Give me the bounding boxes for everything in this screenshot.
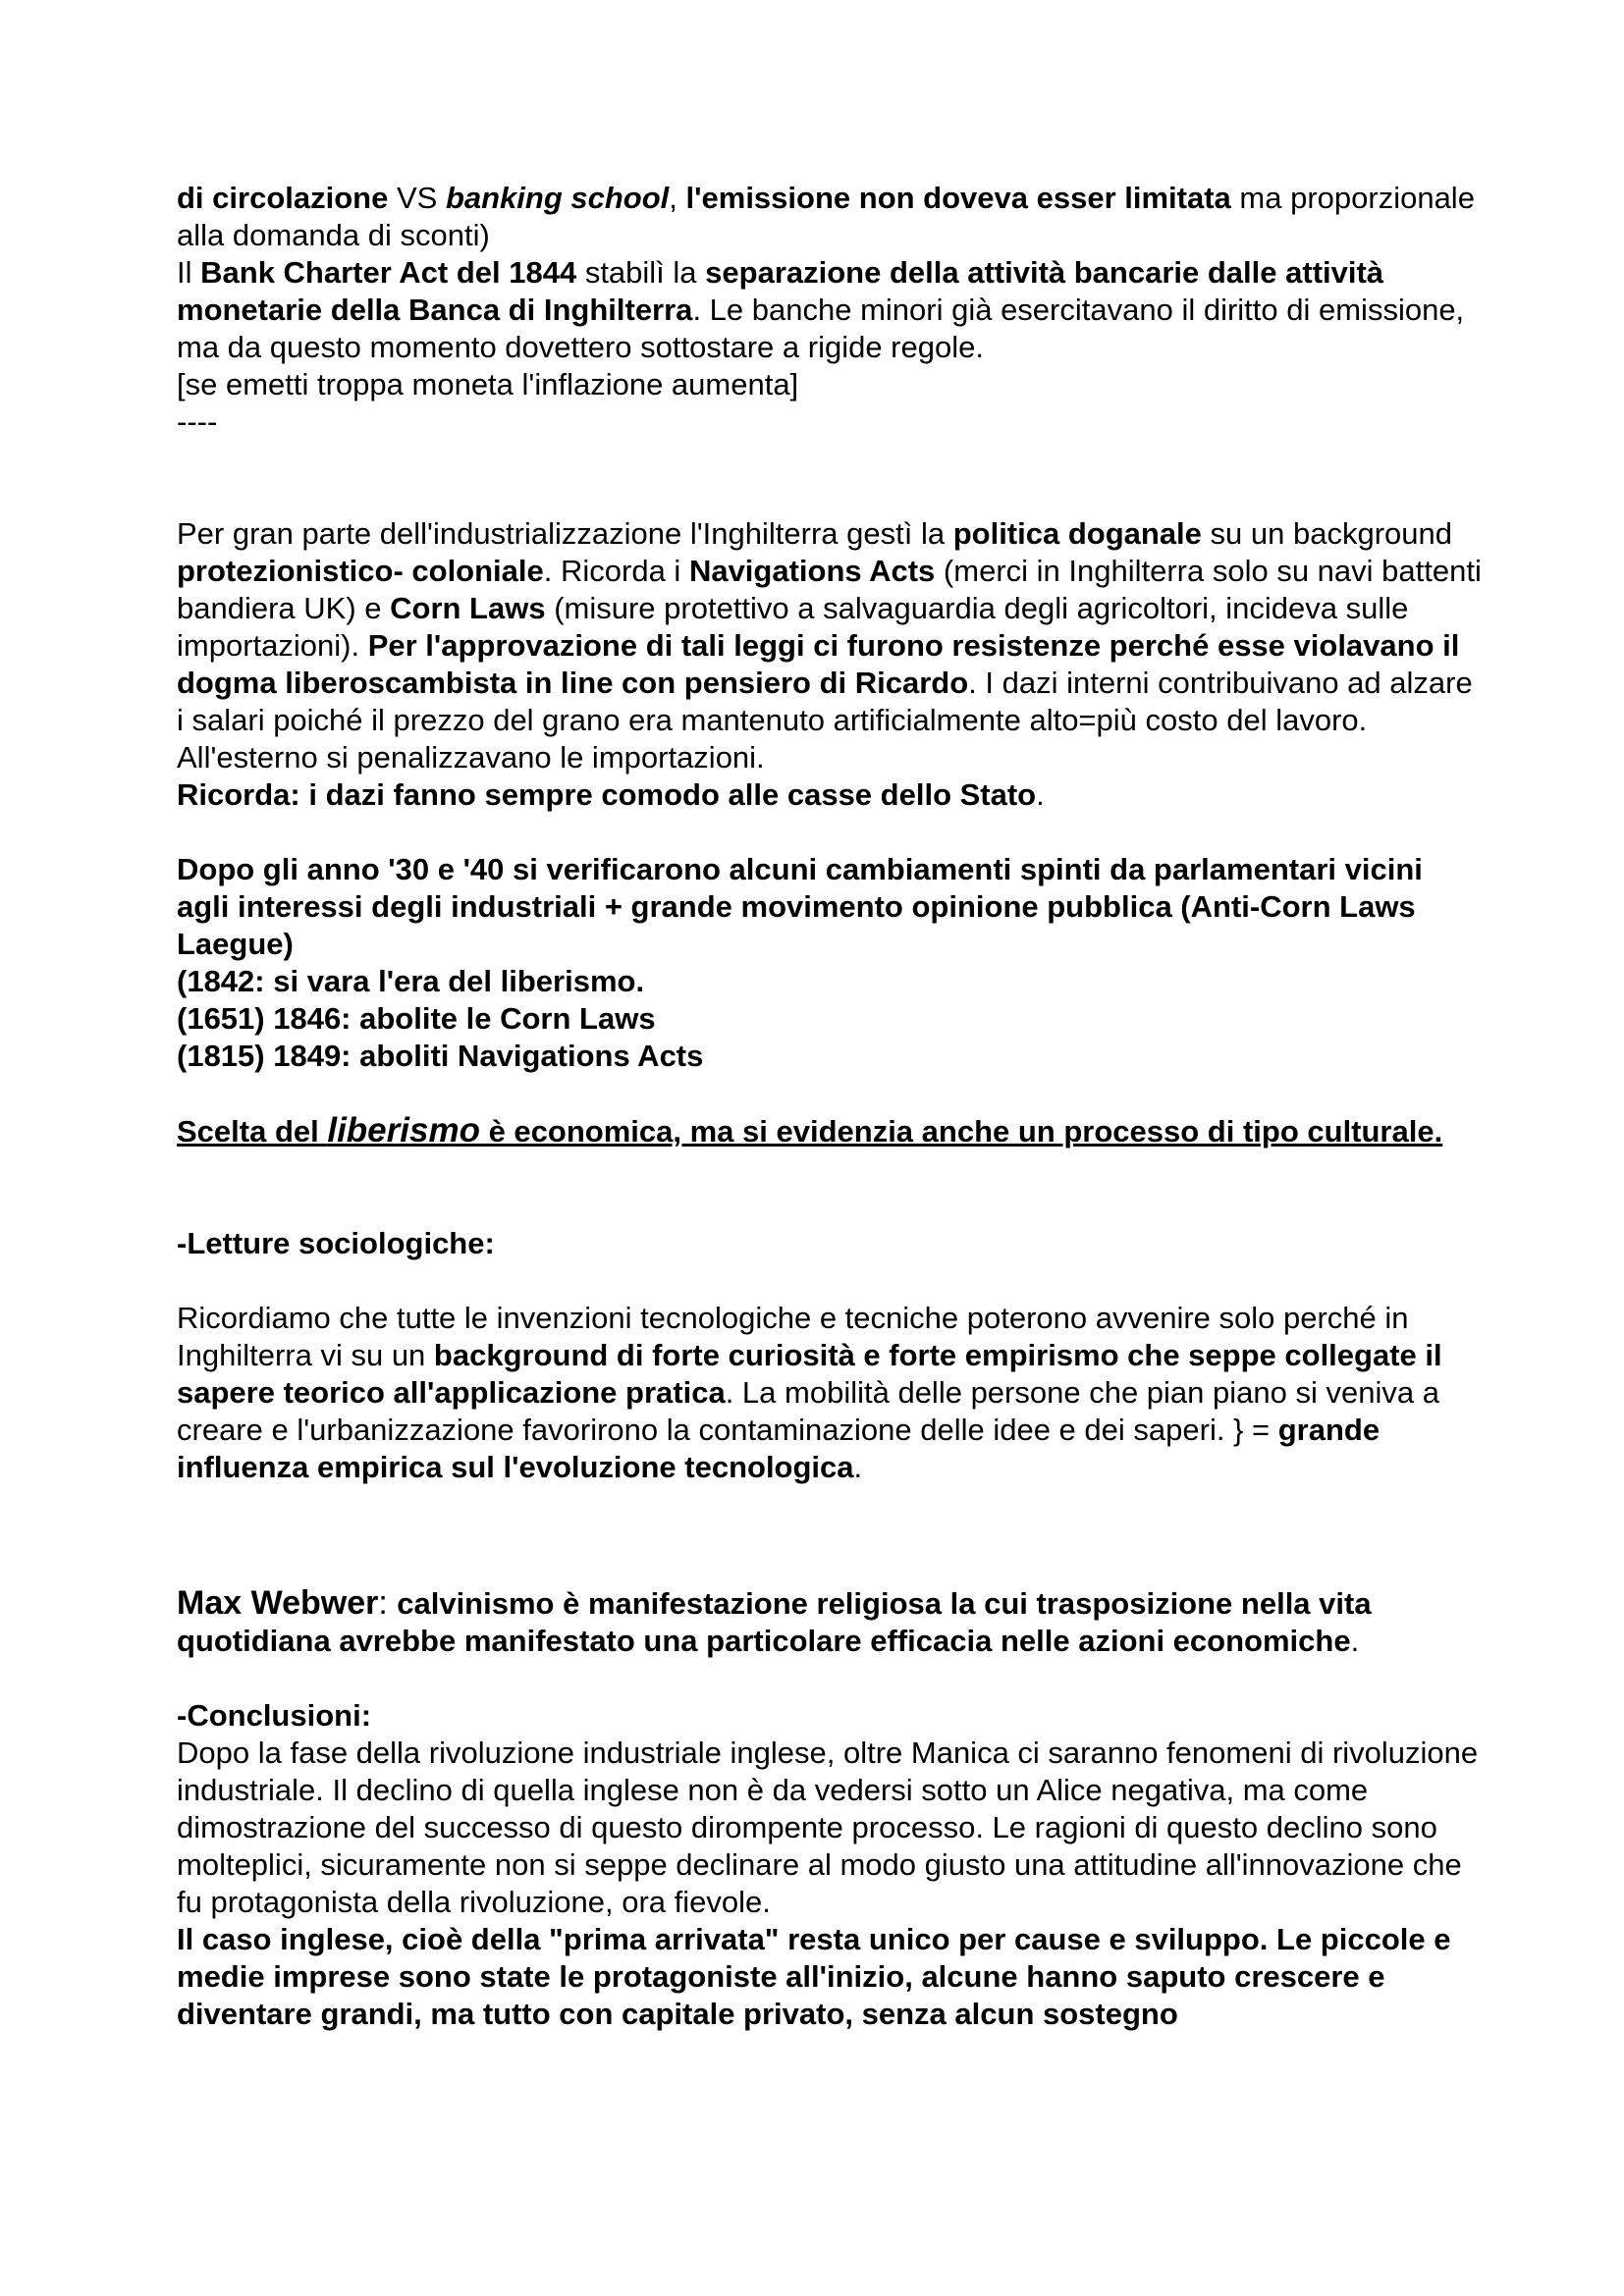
statement-liberismo: Scelta del liberismo è economica, ma si evidenzia anche un processo di tipo culturale. <box>177 1111 1443 1149</box>
remember-duties: Ricorda: i dazi fanno sempre comodo alle casse dello Stato. <box>177 777 1045 812</box>
divider-dashes: ---- <box>177 404 218 439</box>
paragraph-sociology: Ricordiamo che tutte le invenzioni tecnologiche e tecniche poterono avvenire solo perché in Inghilterra vi su un background di forte curiosità e forte empirismo che seppe collegate il sapere teorico all'applicazione pratica. La mobilità delle persone che pian piano si veniva a creare e l'urbanizzazione favorirono la contaminazione delle idee e dei saperi. } = grande influenza empirica sul l'evoluzione tecnologica. <box>177 1301 1442 1484</box>
document-body <box>177 180 1483 2033</box>
note-inflation: [se emetti troppa moneta l'inflazione aumenta] <box>177 367 799 401</box>
paragraph-bank-charter-act: Il Bank Charter Act del 1844 stabilì la separazione della attività bancarie dalle attività monetarie della Banca di Inghilterra. Le banche minori già esercitavano il diritto di emissione, ma da questo momento dovettero sottostare a rigide regole. <box>177 255 1465 364</box>
heading-conclusions: -Conclusioni: <box>177 1698 372 1733</box>
paragraph-max-weber: Max Webwer: calvinismo è manifestazione religiosa la cui trasposizione nella vita quotidiana avrebbe manifestato una particolare efficacia nelle azioni economiche. <box>177 1584 1372 1658</box>
timeline-line-1846: (1651) 1846: abolite le Corn Laws <box>177 1001 656 1036</box>
paragraph-currency-school: di circolazione VS banking school, l'emissione non doveva esser limitata ma proporzionale alla domanda di sconti) <box>177 181 1475 252</box>
paragraph-conclusions: Dopo la fase della rivoluzione industriale inglese, oltre Manica ci saranno fenomeni di rivoluzione industriale. Il declino di quella inglese non è da vedersi sotto un Alice negativa, ma come dimostrazione del successo di questo dirompente processo. Le ragioni di questo declino sono molteplici, sicuramente non si seppe declinare al modo giusto una attitudine all'innovazione che fu protagonista della rivoluzione, ora fievole. <box>177 1735 1479 1919</box>
paragraph-customs-policy: Per gran parte dell'industrializzazione l'Inghilterra gestì la politica doganale su un background protezionistico- coloniale. Ricorda i Navigations Acts (merci in Inghilterra solo su navi battenti bandiera UK) e Corn Laws (misure protettivo a salvaguardia degli agricoltori, incideva sulle importazioni). Per l'approvazione di tali leggi ci furono resistenze perché esse violavano il dogma liberoscambista in line con pensiero di Ricardo. I dazi interni contribuivano ad alzare i salari poiché il prezzo del grano era mantenuto artificialmente alto=più costo del lavoro. All'esterno si penalizzavano le importazioni. <box>177 516 1482 774</box>
paragraph-changes-intro: Dopo gli anno '30 e '40 si verificarono alcuni cambiamenti spinti da parlamentari vicini agli interessi degli industriali + grande movimento opinione pubblica (Anti-Corn Laws Laegue) <box>177 852 1423 961</box>
timeline-line-1849: (1815) 1849: aboliti Navigations Acts <box>177 1039 704 1073</box>
timeline-line-1842: (1842: si vara l'era del liberismo. <box>177 964 645 998</box>
paragraph-english-case: Il caso inglese, cioè della "prima arrivata" resta unico per cause e sviluppo. Le piccole e medie imprese sono state le protagoniste all'inizio, alcune hanno saputo crescere e diventare grandi, ma tutto con capitale privato, senza alcun sostegno <box>177 1922 1451 2031</box>
heading-sociological-readings: -Letture sociologiche: <box>177 1226 495 1260</box>
